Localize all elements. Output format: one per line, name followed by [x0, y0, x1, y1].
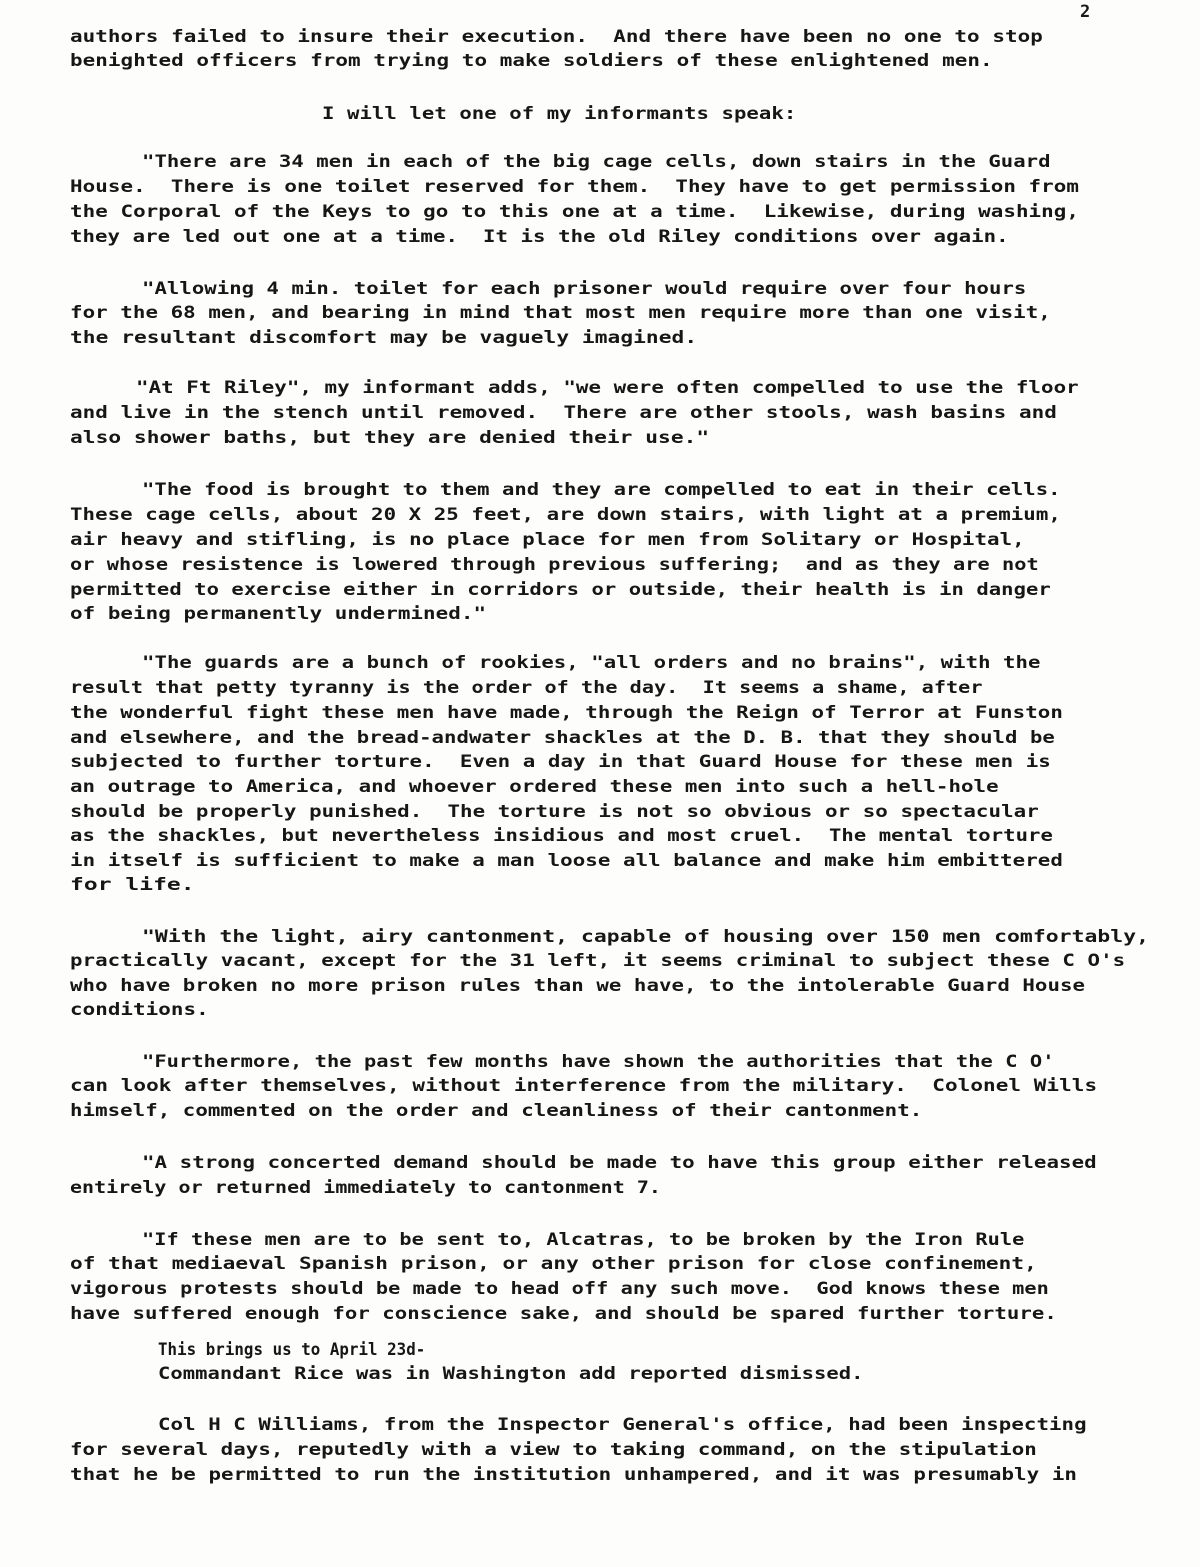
text-line: House. There is one toilet reserved for them. They have to get permission from [70, 177, 1080, 196]
text-line: an outrage to America, and whoever ordered these men into such a hell-hole [70, 777, 999, 796]
page-number: 2 [1080, 2, 1091, 22]
text-line: "The guards are a bunch of rookies, "all orders and no brains", with the [142, 653, 1041, 672]
text-line: who have broken no more prison rules than we have, to the intolerable Guard House [70, 976, 1086, 995]
text-line: entirely or returned immediately to cantonment 7. [70, 1178, 661, 1197]
text-line: of that mediaeval Spanish prison, or any other prison for close confinement, [70, 1254, 1037, 1273]
text-line: "At Ft Riley", my informant adds, "we were often compelled to use the floor [136, 378, 1079, 397]
text-line: "Furthermore, the past few months have shown the authorities that the C O' [142, 1052, 1055, 1071]
text-line: they are led out one at a time. It is the old Riley conditions over again. [70, 227, 1009, 246]
text-line: permitted to exercise either in corridors or outside, their health is in danger [70, 580, 1051, 599]
text-line: that he be permitted to run the institution unhampered, and it was presumably in [70, 1465, 1078, 1484]
text-line: vigorous protests should be made to head off any such move. God knows these men [70, 1279, 1049, 1298]
text-line: "There are 34 men in each of the big cage cells, down stairs in the Guard [142, 152, 1051, 171]
text-line: I will let one of my informants speak: [322, 104, 797, 123]
text-line: the Corporal of the Keys to go to this one at a time. Likewise, during washing, [70, 202, 1080, 221]
text-line: for the 68 men, and bearing in mind that most men require more than one visit, [70, 303, 1051, 322]
text-line: also shower baths, but they are denied their use." [70, 428, 710, 447]
text-line: "The food is brought to them and they are compelled to eat in their cells. [142, 480, 1061, 499]
text-line: authors failed to insure their execution. And there have been no one to stop [70, 27, 1043, 46]
text-line: can look after themselves, without interference from the military. Colonel Wills [70, 1076, 1098, 1095]
text-line: himself, commented on the order and cleanliness of their cantonment. [70, 1101, 923, 1120]
text-line: or whose resistence is lowered through previous suffering; and as they are not [70, 555, 1039, 574]
text-line: subjected to further torture. Even a day in that Guard House for these men is [70, 752, 1051, 771]
text-line: for several days, reputedly with a view to taking command, on the stipulation [70, 1440, 1037, 1459]
text-line: air heavy and stifling, is no place place for men from Solitary or Hospital, [70, 530, 1025, 549]
text-line: "A strong concerted demand should be made to have this group either released [142, 1153, 1097, 1172]
text-line: Col H C Williams, from the Inspector General's office, had been inspecting [158, 1415, 1087, 1434]
text-line: the resultant discomfort may be vaguely imagined. [70, 328, 698, 347]
text-line: and elsewhere, and the bread-andwater shackles at the D. B. that they should be [70, 728, 1055, 747]
text-line: for life. [70, 875, 195, 894]
text-line: the wonderful fight these men have made, through the Reign of Terror at Funston [70, 703, 1063, 722]
text-line: of being permanently undermined." [70, 604, 487, 623]
text-line: in itself is sufficient to make a man loose all balance and make him embittered [70, 851, 1063, 870]
text-line: This brings us to April 23d- [158, 1340, 426, 1359]
text-line: practically vacant, except for the 31 left, it seems criminal to subject these C O's [70, 951, 1126, 970]
text-line: and live in the stench until removed. There are other stools, wash basins and [70, 403, 1057, 422]
text-line: benighted officers from trying to make soldiers of these enlightened men. [70, 51, 993, 70]
text-line: conditions. [70, 1000, 209, 1019]
text-line: have suffered enough for conscience sake, and should be spared further torture. [70, 1304, 1057, 1323]
text-line: "If these men are to be sent to, Alcatras, to be broken by the Iron Rule [142, 1230, 1025, 1249]
text-line: Commandant Rice was in Washington add reported dismissed. [158, 1364, 864, 1383]
text-line: "Allowing 4 min. toilet for each prisoner would require over four hours [142, 279, 1027, 298]
text-line: These cage cells, about 20 X 25 feet, are down stairs, with light at a premium, [70, 505, 1061, 524]
text-line: "With the light, airy cantonment, capable of housing over 150 men comfortably, [142, 927, 1150, 946]
text-line: result that petty tyranny is the order of the day. It seems a shame, after [70, 678, 983, 697]
text-line: as the shackles, but nevertheless insidious and most cruel. The mental torture [70, 826, 1053, 845]
text-line: should be properly punished. The torture is not so obvious or so spectacular [70, 802, 1039, 821]
